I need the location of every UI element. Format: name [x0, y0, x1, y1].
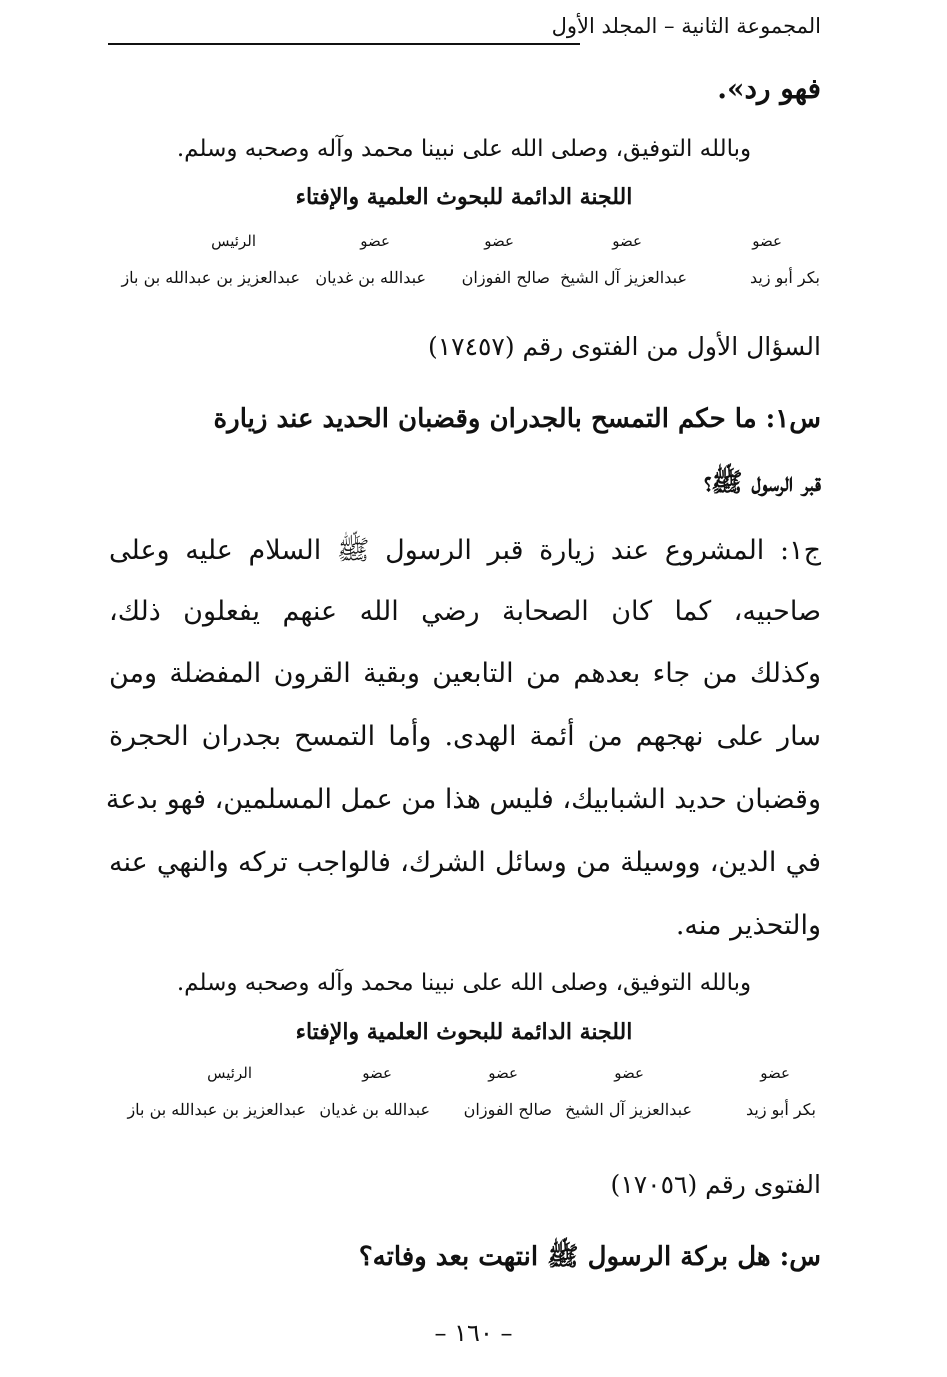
fatwa-heading: السؤال الأول من الفتوى رقم (١٧٤٥٧) — [427, 332, 821, 361]
signatory-name: صالح الفوزان — [461, 268, 550, 287]
signatory-role: عضو — [760, 1064, 790, 1082]
committee-name: اللجنة الدائمة للبحوث العلمية والإفتاء — [295, 184, 633, 210]
signatory-name: عبدالعزيز بن عبدالله بن باز — [127, 1100, 306, 1119]
committee-name: اللجنة الدائمة للبحوث العلمية والإفتاء — [295, 1019, 633, 1045]
signatory-name: عبدالعزيز بن عبدالله بن باز — [121, 268, 300, 287]
signatory-name: عبدالله بن غديان — [319, 1100, 430, 1119]
signatory-role: عضو — [488, 1064, 518, 1082]
signatory-name: صالح الفوزان — [463, 1100, 552, 1119]
signatory-name: بكر أبو زيد — [745, 1100, 816, 1119]
signatory-role: عضو — [612, 232, 642, 250]
closing-formula: وبالله التوفيق، وصلى الله على نبينا محمد وآله وصحبه وسلم. — [176, 136, 752, 162]
signatory-role: الرئيس — [207, 1064, 252, 1082]
question-line: قبر الرسول ﷺ؟ — [703, 468, 821, 498]
signatory-role: عضو — [360, 232, 390, 250]
answer-line: صاحبيه، كما كان الصحابة رضي الله عنهم يفعلون ذلك، — [109, 596, 821, 627]
question-line: س: هل بركة الرسول ﷺ انتهت بعد وفاته؟ — [358, 1242, 821, 1272]
signatory-role: عضو — [362, 1064, 392, 1082]
signatory-roles — [108, 1064, 820, 1086]
signatory-names — [108, 268, 820, 292]
signatory-name: بكر أبو زيد — [749, 268, 820, 287]
previous-fatwa-ending: فهو رد». — [717, 72, 821, 105]
fatwa-heading: الفتوى رقم (١٧٠٥٦) — [610, 1170, 821, 1199]
signatory-role: الرئيس — [211, 232, 256, 250]
signatory-name: عبدالعزيز آل الشيخ — [565, 1100, 692, 1119]
answer-line: ج١: المشروع عند زيارة قبر الرسول ﷺ السلام عليه وعلى — [109, 535, 821, 566]
answer-line: والتحذير منه. — [675, 910, 821, 941]
answer-line: في الدين، ووسيلة من وسائل الشرك، فالواجب تركه والنهي عنه — [109, 847, 821, 878]
header-rule — [108, 43, 580, 45]
closing-formula: وبالله التوفيق، وصلى الله على نبينا محمد وآله وصحبه وسلم. — [176, 970, 752, 996]
question-line: س١: ما حكم التمسح بالجدران وقضبان الحديد عند زيارة — [213, 404, 821, 434]
signatory-names — [108, 1100, 820, 1124]
answer-line: وكذلك من جاء بعدهم من التابعين وبقية القرون المفضلة ومن — [109, 658, 821, 689]
answer-line: سار على نهجهم من أئمة الهدى. وأما التمسح بجدران الحجرة — [109, 721, 821, 752]
signatory-roles — [108, 232, 820, 254]
signatory-role: عضو — [614, 1064, 644, 1082]
signatory-role: عضو — [484, 232, 514, 250]
page-number: – ١٦٠ – — [434, 1319, 513, 1347]
signatory-name: عبدالعزيز آل الشيخ — [560, 268, 687, 287]
answer-line: وقضبان حديد الشبابيك، فليس هذا من عمل المسلمين، فهو بدعة — [105, 784, 821, 815]
signatory-name: عبدالله بن غديان — [315, 268, 426, 287]
running-title: المجموعة الثانية – المجلد الأول — [551, 14, 821, 38]
signatory-role: عضو — [752, 232, 782, 250]
